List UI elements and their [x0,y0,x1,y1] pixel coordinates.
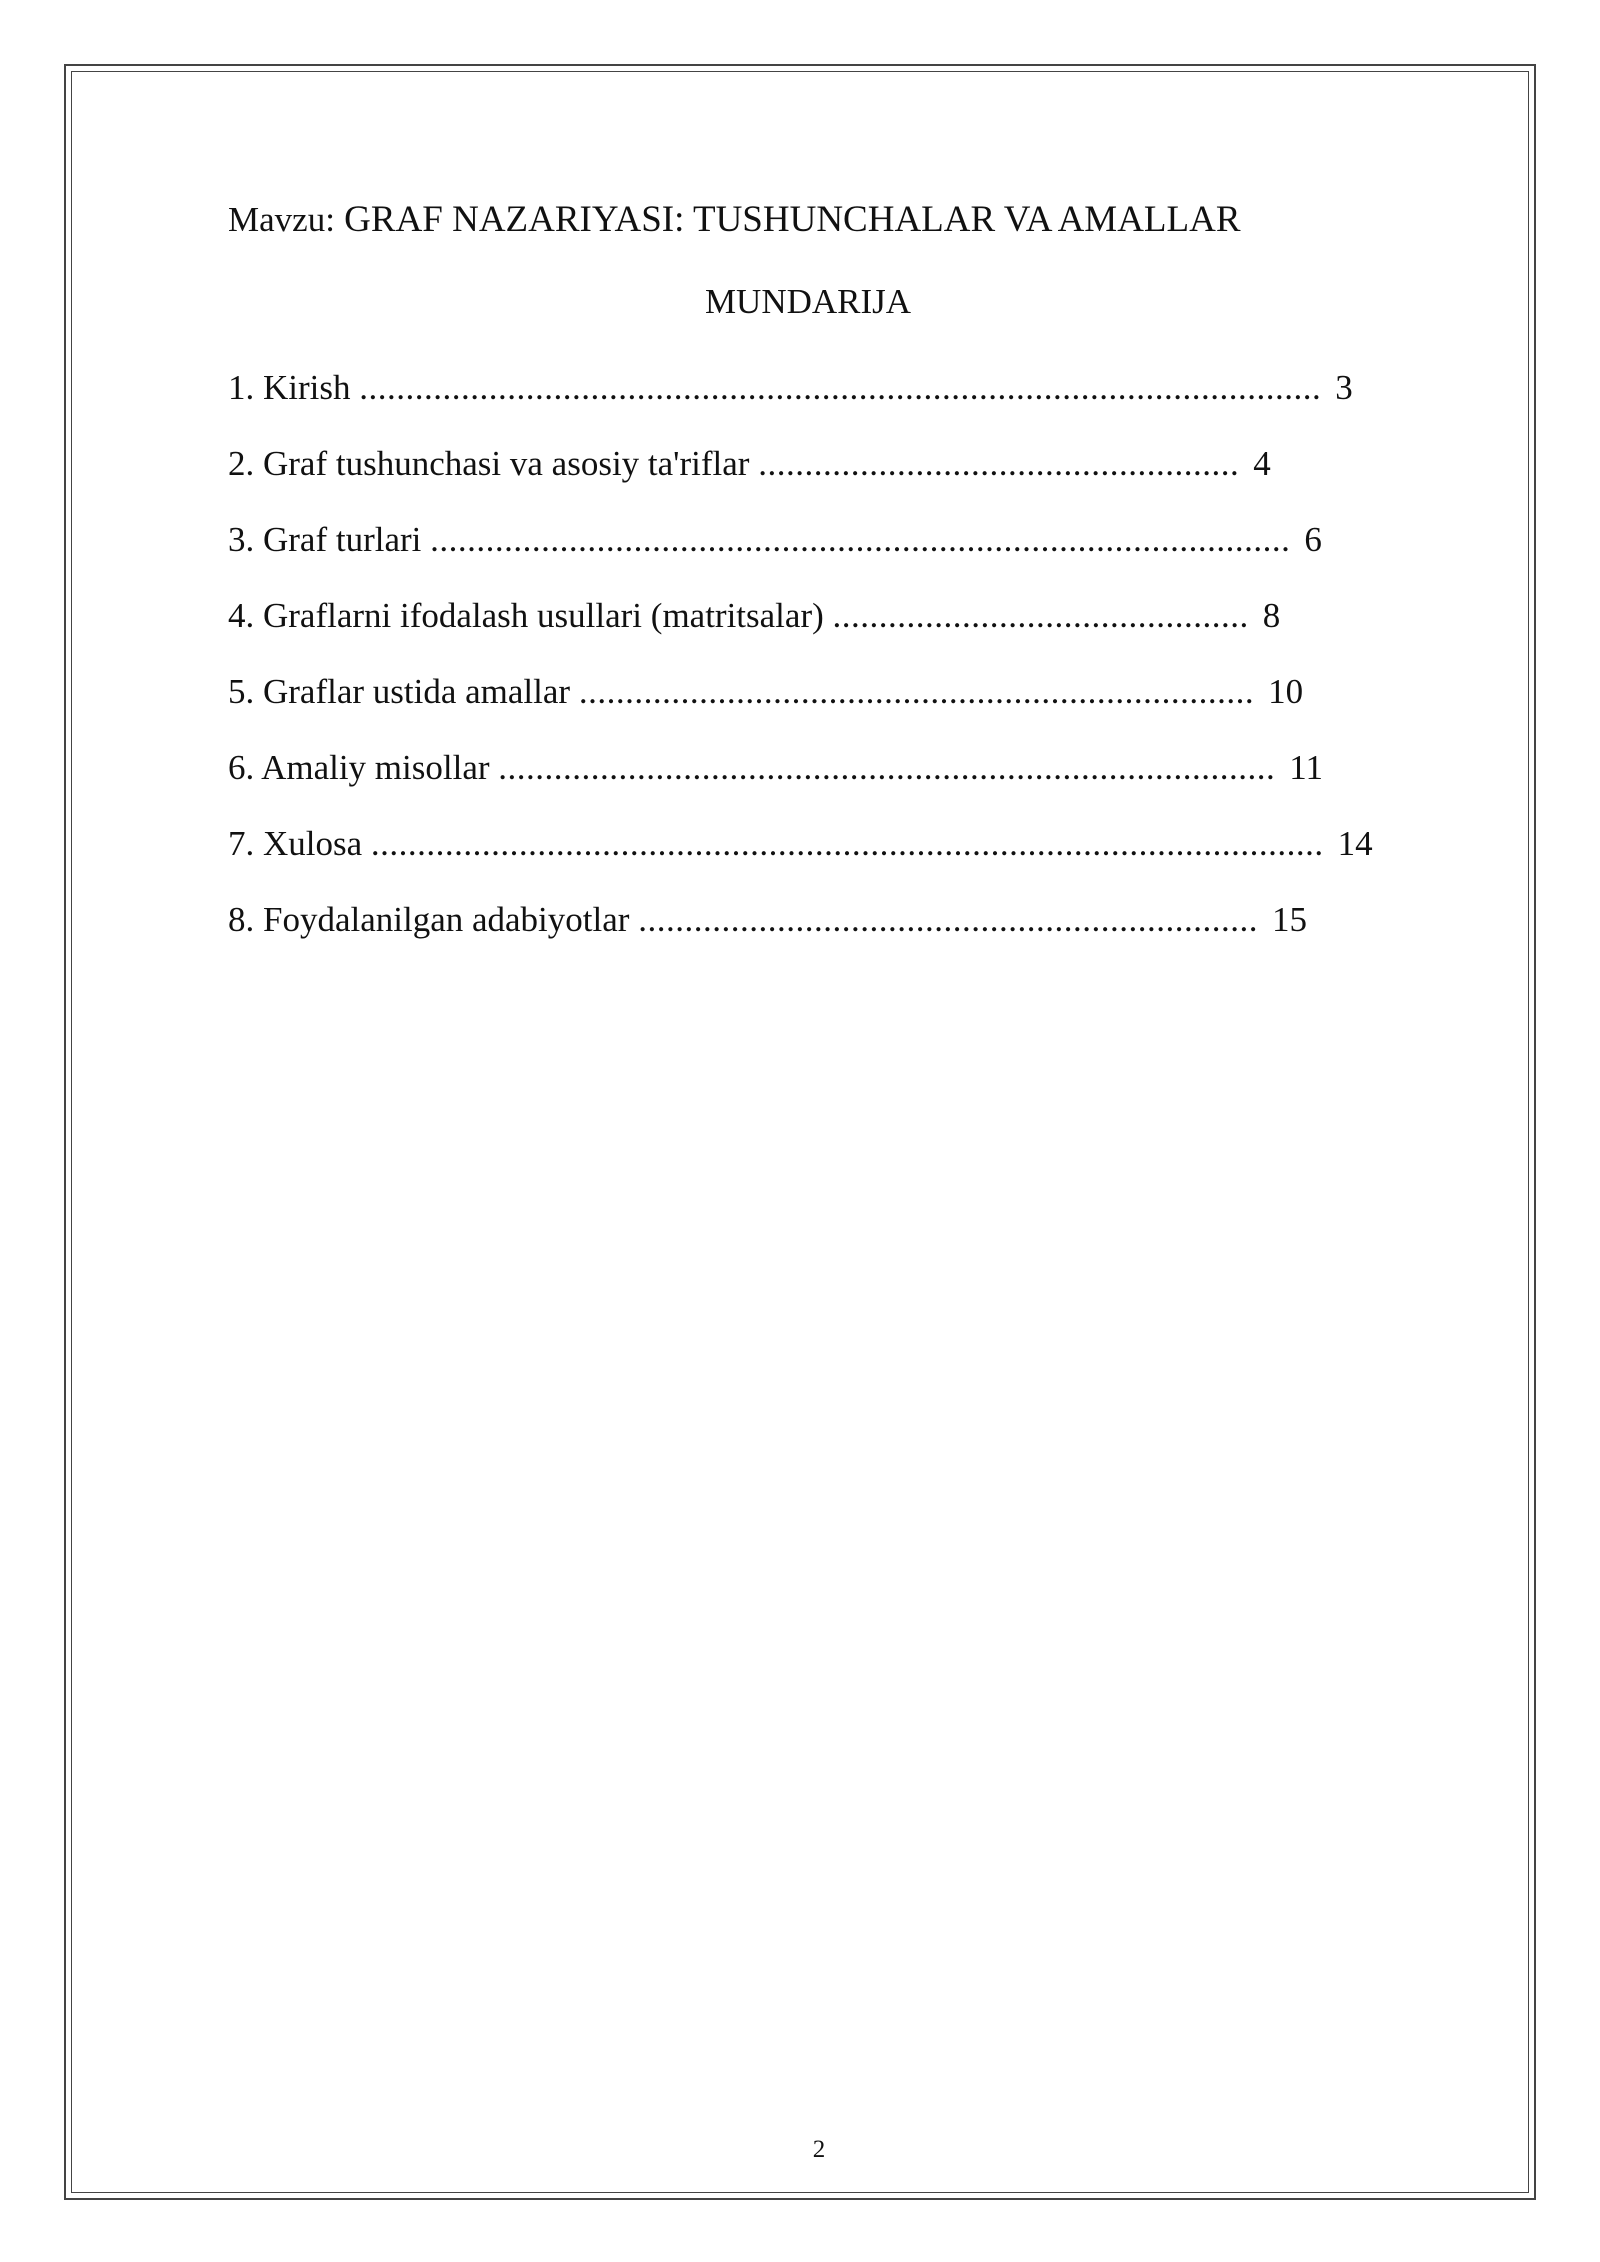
title-label: Mavzu: [228,200,335,239]
toc-item-leader: .................................................... [758,444,1240,483]
toc-item-leader: ......................................................................... [578,672,1255,711]
toc-item [228,358,1408,434]
toc-item-page: 11 [1289,748,1323,787]
toc-item-label: 1. Kirish [228,368,351,407]
toc-item-label: 5. Graflar ustida amallar [228,672,571,711]
toc-item [228,814,1408,890]
toc-item-page: 10 [1268,672,1304,711]
toc-item-page: 6 [1304,520,1322,559]
toc-item [228,662,1408,738]
toc-item-label: 8. Foydalanilgan adabiyotlar [228,900,630,939]
toc-item-leader: .................................................................................... [498,748,1276,787]
toc-item-leader: ............................................. [832,596,1249,635]
toc-item-label: 7. Xulosa [228,824,363,863]
toc-item-page: 8 [1262,596,1281,635]
page-number: 2 [812,2136,826,2163]
title-text: GRAF NAZARIYASI: TUSHUNCHALAR VA AMALLAR [344,199,1241,240]
toc-item [228,510,1408,586]
toc-item-page: 3 [1335,368,1353,407]
toc-item-leader: ........................................................................................................ [359,368,1322,407]
toc-item-page: 14 [1337,824,1373,863]
toc-item-label: 4. Graflarni ifodalash usullari (matritsalar) [228,596,824,635]
page-content [228,190,1408,966]
toc-item [228,586,1408,662]
toc-item-page: 4 [1253,444,1271,483]
toc-list [228,358,1408,966]
toc-item [228,738,1408,814]
toc-item-page: 15 [1271,900,1307,939]
toc-item [228,890,1408,966]
toc-item-label: 6. Amaliy misollar [228,748,490,787]
toc-item-label: 3. Graf turlari [228,520,422,559]
toc-item-label: 2. Graf tushunchasi va asosiy ta'riflar [228,444,750,483]
toc-item-leader: ................................................................... [638,900,1258,939]
document-title [228,190,1408,250]
toc-item-leader: ............................................................................................. [430,520,1291,559]
toc-heading: MUNDARIJA [704,282,912,321]
toc-item-leader: ....................................................................................................... [370,824,1324,863]
toc-item [228,434,1408,510]
